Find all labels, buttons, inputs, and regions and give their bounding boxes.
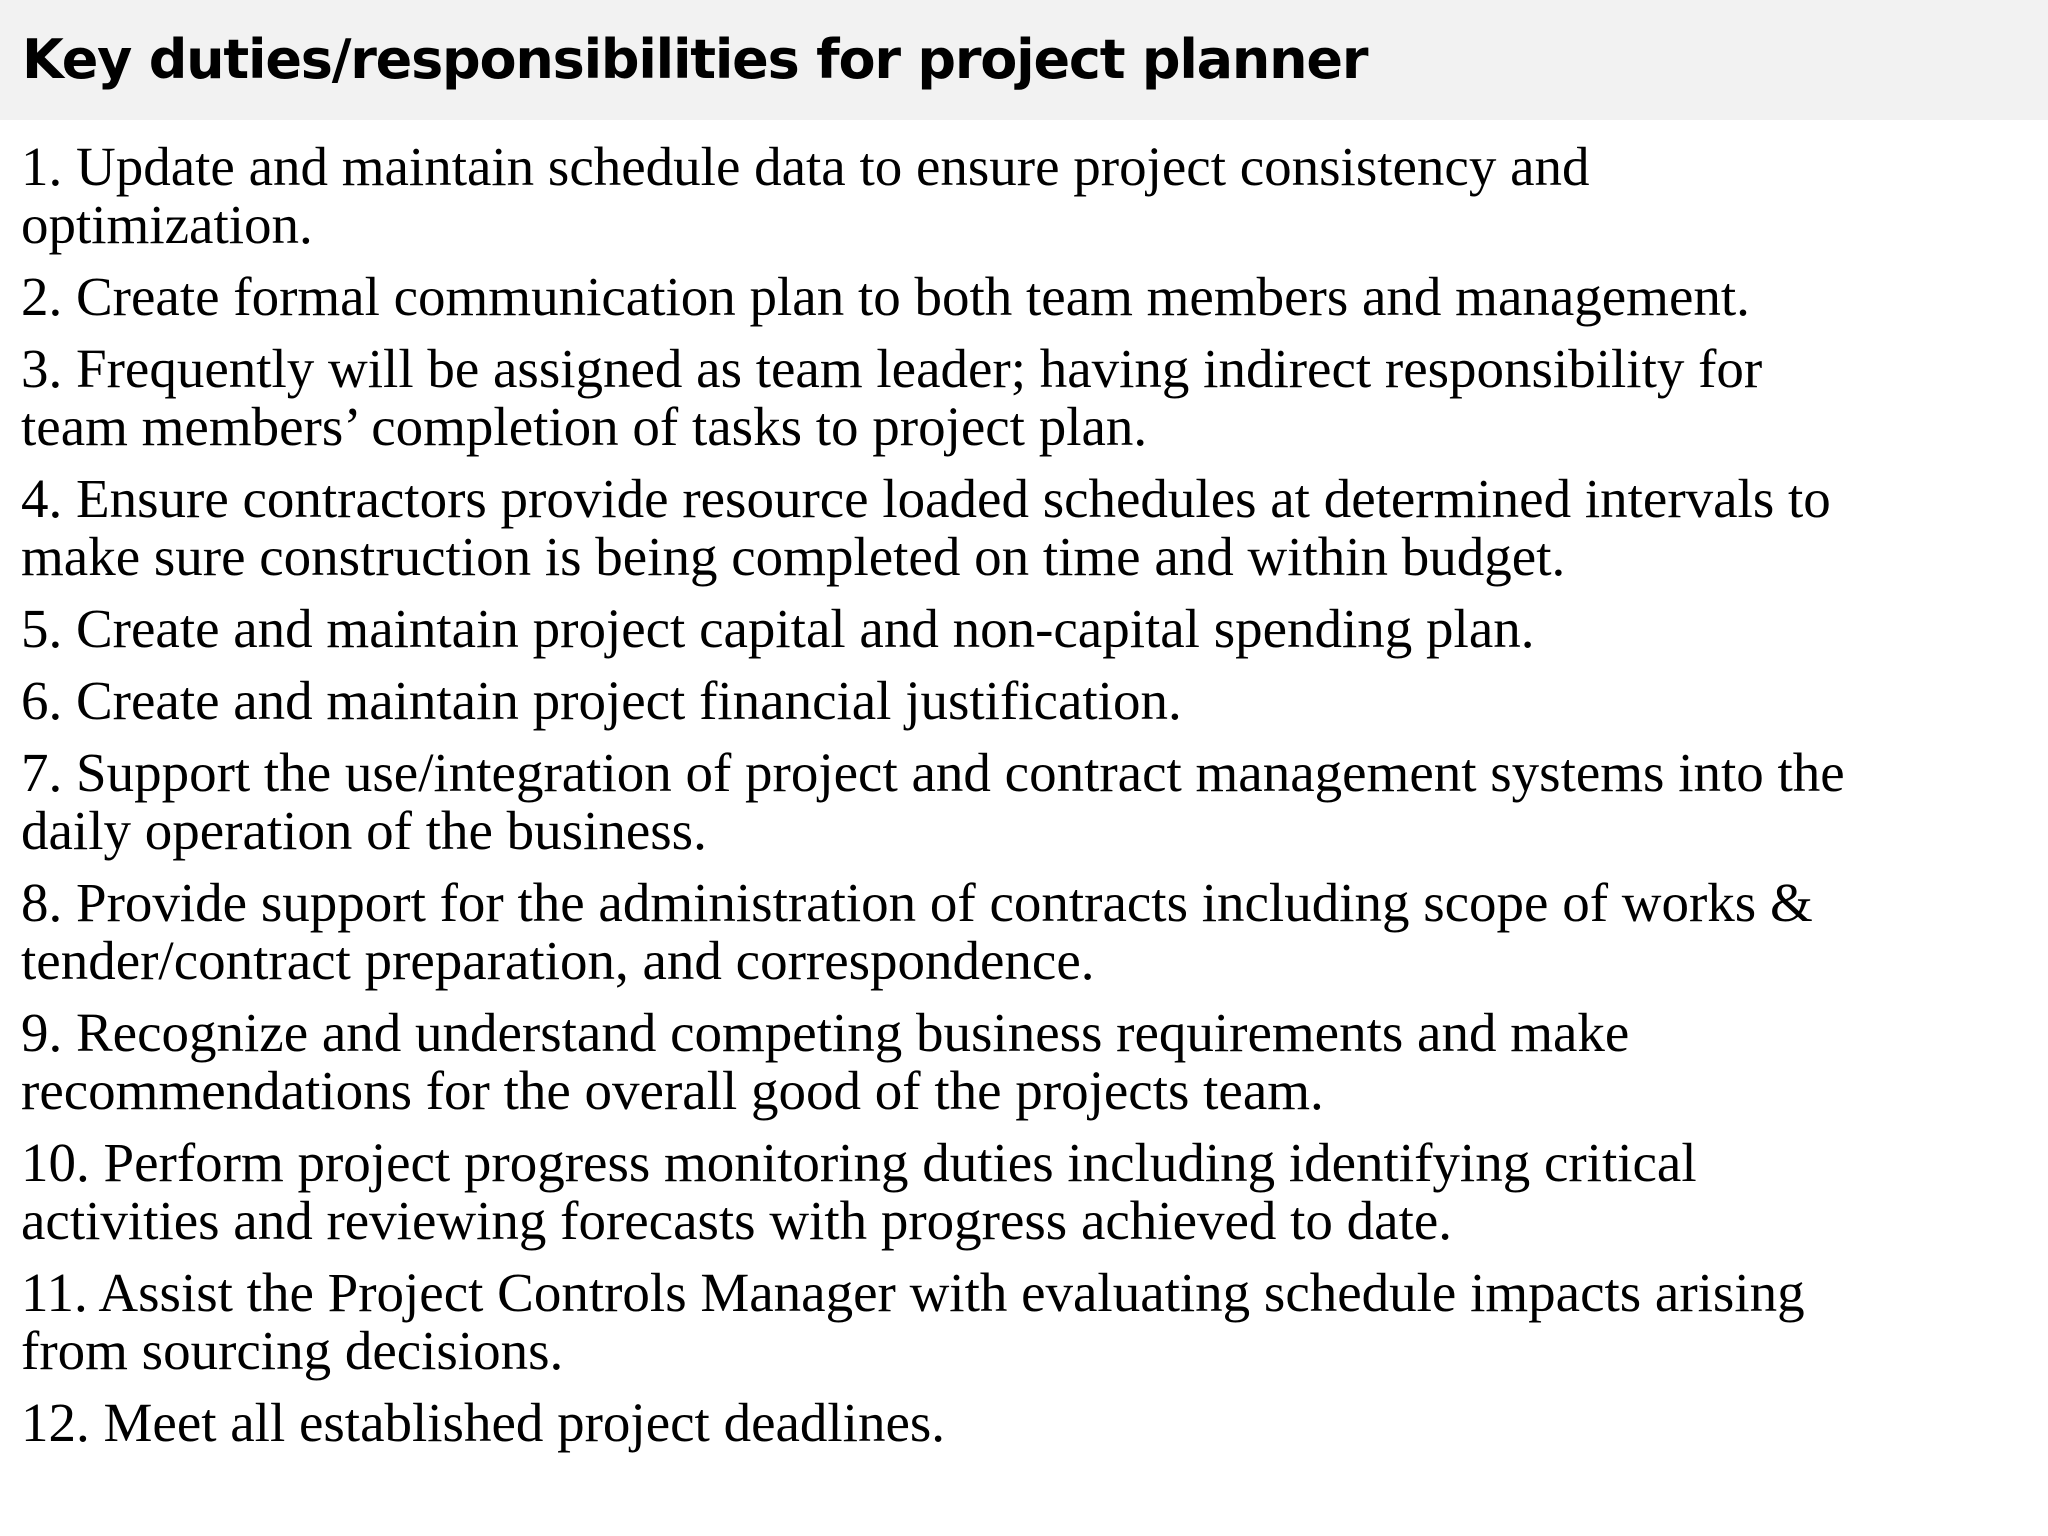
duty-item-10 <box>21 1134 2021 1250</box>
duty-item-12 <box>21 1394 2021 1452</box>
duty-item-2 <box>21 268 2021 326</box>
duty-text-line-1: 6. Create and maintain project financial justification. <box>21 670 1182 731</box>
duty-text-line-2: optimization. <box>21 194 313 255</box>
duty-text-line-2: from sourcing decisions. <box>21 1320 564 1381</box>
duty-item-1 <box>21 138 2021 254</box>
duty-text-line-1: 9. Recognize and understand competing business requirements and make <box>21 1002 1630 1063</box>
duty-item-3 <box>21 340 2021 456</box>
duty-text-line-2: recommendations for the overall good of the projects team. <box>21 1060 1324 1121</box>
duty-text-line-2: daily operation of the business. <box>21 800 707 861</box>
duty-text-line-2: make sure construction is being completed on time and within budget. <box>21 526 1566 587</box>
duty-item-6 <box>21 672 2021 730</box>
duty-text-line-1: 4. Ensure contractors provide resource loaded schedules at determined intervals to <box>21 468 1831 529</box>
duty-item-8 <box>21 874 2021 990</box>
page-title: Key duties/responsibilities for project planner <box>22 28 1368 91</box>
title-bar <box>0 0 2048 120</box>
duty-text-line-2: activities and reviewing forecasts with progress achieved to date. <box>21 1190 1453 1251</box>
duty-text-line-1: 12. Meet all established project deadlines. <box>21 1392 946 1453</box>
duty-text-line-1: 7. Support the use/integration of project and contract management systems into the <box>21 742 1845 803</box>
duty-text-line-1: 10. Perform project progress monitoring duties including identifying critical <box>21 1132 1697 1193</box>
duty-text-line-1: 11. Assist the Project Controls Manager with evaluating schedule impacts arising <box>21 1262 1805 1323</box>
duty-item-5 <box>21 600 2021 658</box>
duties-list <box>21 138 2021 1466</box>
duty-text-line-2: tender/contract preparation, and correspondence. <box>21 930 1095 991</box>
duty-text-line-1: 8. Provide support for the administration of contracts including scope of works & <box>21 872 1813 933</box>
duty-item-4 <box>21 470 2021 586</box>
duty-item-11 <box>21 1264 2021 1380</box>
duty-text-line-1: 1. Update and maintain schedule data to ensure project consistency and <box>21 136 1590 197</box>
duty-item-9 <box>21 1004 2021 1120</box>
duty-text-line-1: 2. Create formal communication plan to both team members and management. <box>21 266 1750 327</box>
duty-item-7 <box>21 744 2021 860</box>
duty-text-line-1: 5. Create and maintain project capital and non-capital spending plan. <box>21 598 1535 659</box>
duty-text-line-2: team members’ completion of tasks to project plan. <box>21 396 1148 457</box>
duty-text-line-1: 3. Frequently will be assigned as team leader; having indirect responsibility for <box>21 338 1763 399</box>
